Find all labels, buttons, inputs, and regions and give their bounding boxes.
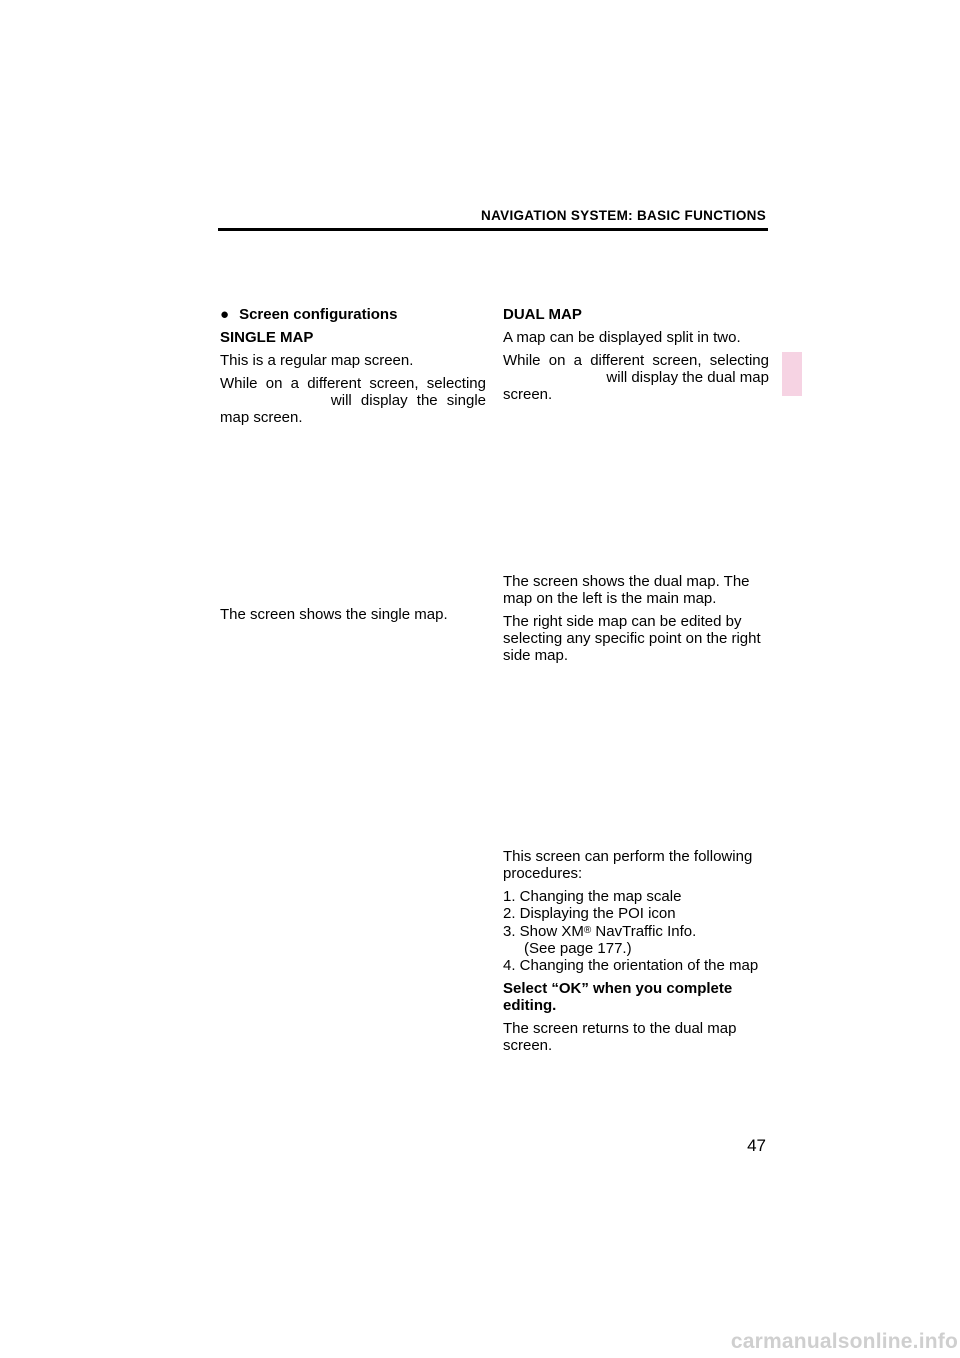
dual-map-caption: The screen shows the dual map. The map on the left is the main map. xyxy=(503,573,750,607)
single-map-caption: The screen shows the single map. xyxy=(220,606,448,623)
list-item: 2. Displaying the POI icon xyxy=(503,905,676,922)
header-rule xyxy=(218,228,768,231)
single-map-instruction: While on a different screen, selecting will display the single map screen. xyxy=(220,375,486,426)
list-item: 3. Show XM® NavTraffic Info. xyxy=(503,923,697,940)
dual-map-figure-space xyxy=(503,403,769,573)
dual-map-intro: A map can be displayed split in two. xyxy=(503,329,741,346)
edit-figure-space xyxy=(503,670,769,848)
bullet-icon: ● xyxy=(220,306,230,323)
right-column xyxy=(503,306,769,1060)
section-tab xyxy=(782,352,802,396)
list-item-subnote: (See page 177.) xyxy=(524,940,632,957)
procedure-list xyxy=(503,888,769,974)
registered-mark: ® xyxy=(583,925,592,936)
left-column xyxy=(220,306,486,629)
running-header: NAVIGATION SYSTEM: BASIC FUNCTIONS xyxy=(481,208,766,223)
ok-instruction: Select “OK” when you complete editing. xyxy=(503,980,733,1014)
page-number: 47 xyxy=(747,1136,766,1155)
procedures-intro: This screen can perform the following procedures: xyxy=(503,848,753,882)
dual-map-heading: DUAL MAP xyxy=(503,306,582,323)
single-map-intro: This is a regular map screen. xyxy=(220,352,414,369)
dual-map-instruction: While on a different screen, selecting will display the dual map screen. xyxy=(503,352,769,403)
result-note: The screen returns to the dual map screen. xyxy=(503,1020,737,1054)
single-map-figure-space xyxy=(220,426,486,606)
single-map-heading: SINGLE MAP xyxy=(220,329,314,346)
section-bullet: ● Screen configurations xyxy=(220,306,398,323)
dual-map-edit-note: The right side map can be edited by selecting any specific point on the right side map. xyxy=(503,613,761,664)
list-item: 1. Changing the map scale xyxy=(503,888,682,905)
watermark: carmanualsonline.info xyxy=(730,1330,958,1353)
list-item: 4. Changing the orientation of the map xyxy=(503,957,759,974)
